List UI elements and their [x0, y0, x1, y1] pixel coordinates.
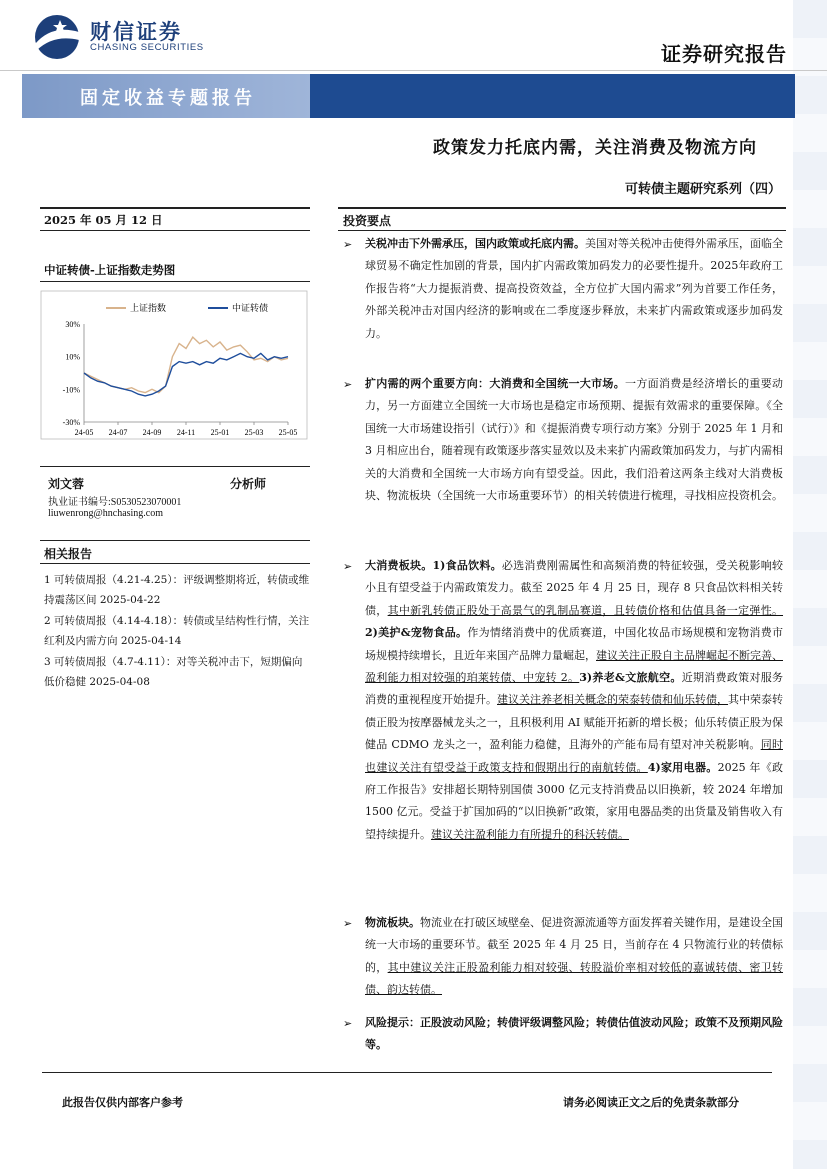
legend-label-1: 中证转债	[232, 304, 269, 314]
bullet-arrow-icon: ➢	[343, 238, 353, 251]
x-tick-label: 25-05	[278, 428, 298, 437]
p3-underline-b: 建议关注正股自主品牌崛起不断完善、盈利能力相对较强的珀莱转债、中宠转 2。	[365, 648, 783, 685]
report-title: 政策发力托底内需，关注消费及物流方向	[433, 138, 757, 158]
header-divider	[0, 70, 827, 71]
logo-text: 财信证券	[90, 20, 182, 44]
p2-body: 一方面消费是经济增长的重要动力，另一方面建立全国统一大市场也是稳定市场预期、提振有效需求的重要保障。《全国统一大市场建设指引（试行）》和《提振消费专项行动方案》分别于 2025 年 1 月和 3 月相应出台，随着现有政策逐步落实显效以及未来扩内需政策加码发力，与扩内需相关的大消费和全国统一大市场方向有望受益。因此，我们沿着这两条主线对大消费板块、物流板块（全国统一大市场重要环节）的相关转债进行梳理，寻找相应投资机会。	[365, 377, 784, 503]
p3-subheading-c: 3)养老&文旅航空。	[579, 671, 682, 685]
related-title-rule	[40, 563, 310, 564]
chart-bottom-rule	[40, 466, 310, 467]
p3-heading: 大消费板块。1)食品饮料。	[365, 559, 502, 572]
analyst-email[interactable]: liuwenrong@hnchasing.com	[48, 508, 164, 519]
bullet-arrow-icon: ➢	[343, 1017, 353, 1030]
y-tick-label: -30%	[62, 418, 80, 427]
right-title-rule	[338, 230, 786, 231]
p3-underline-c2: 同时也建议关注有望受益于政策支持和假期出行的南航转债。	[365, 738, 783, 774]
chart-title-rule	[40, 281, 310, 282]
y-tick-label: 30%	[65, 320, 80, 329]
p2-heading: 扩内需的两个重要方向：大消费和全国统一大市场。	[365, 377, 626, 390]
p4-underline: 其中建议关注正股盈利能力相对较强、转股溢价率相对较低的嘉诚转债、密卫转债、韵达转债。	[365, 960, 784, 997]
p3-text-c: 近期消费政策对服务消费的重视程度开始提升。	[365, 671, 784, 707]
footer-disclaimer: 请务必阅读正文之后的免责条款部分	[563, 1096, 739, 1109]
highlight-paragraph-2	[365, 373, 783, 507]
analyst-certificate: 执业证书编号:S0530523070001	[48, 497, 182, 508]
related-report-item[interactable]: 3 可转债周报（4.7-4.11）：对等关税冲击下，短期偏向低价稳健 2025-04-08	[44, 656, 303, 688]
highlight-paragraph-4	[365, 912, 783, 1002]
chart-title: 中证转债-上证指数走势图	[44, 263, 176, 277]
report-type: 证券研究报告	[661, 42, 787, 66]
x-tick-label: 24-09	[142, 428, 162, 437]
trend-chart	[40, 290, 308, 440]
risk-warning: 风险提示：正股波动风险；转债评级调整风险；转债估值波动风险；政策不及预期风险等。	[365, 1016, 783, 1052]
y-tick-label: -10%	[62, 385, 80, 395]
report-date: 2025 年 05 月 12 日	[44, 213, 163, 227]
p3-text-d: 2025 年《政府工作报告》安排超长期特别国债 3000 亿元支持消费品以旧换新，较 2024 年增加 1500 亿元。受益于扩国加码的“以旧换新”政策，家用电器品类的出货量及销售收入有望持续提升。	[365, 760, 784, 841]
related-reports-title: 相关报告	[44, 547, 93, 561]
p1-heading: 关税冲击下外需承压，国内政策或托底内需。	[365, 237, 585, 250]
bullet-arrow-icon: ➢	[343, 378, 353, 391]
highlight-paragraph-1	[365, 233, 783, 345]
p3-subheading-d: 4)家用电器。	[647, 760, 718, 774]
p3-subheading-b: 2)美护&宠物食品。	[365, 626, 468, 640]
related-report-item[interactable]: 2 可转债周报（4.14-4.18）：转债或呈结构性行情，关注红利及内需方向 2025-04-14	[44, 615, 310, 647]
related-top-rule	[40, 540, 310, 541]
x-tick-label: 25-03	[244, 428, 264, 437]
bullet-arrow-icon: ➢	[343, 917, 353, 930]
footer-note: 此报告仅供内部客户参考	[62, 1096, 183, 1109]
p3-underline-a: 其中新乳转债正股处于高景气的乳制品赛道，且转债价格和估值具备一定弹性。	[387, 603, 784, 617]
highlights-title: 投资要点	[343, 214, 392, 228]
p3-text-c2: 其中荣泰转债正股为按摩器械龙头之一，且积极利用 AI 赋能开拓新的增长极；仙乐转债正股为保健品 CDMO 龙头之一，盈利能力稳健，且海外的产能布局有望对冲关税影响。	[365, 693, 783, 752]
left-top-rule	[40, 207, 310, 209]
logo-subtitle: CHASING SECURITIES	[90, 42, 204, 53]
p4-heading: 物流板块。	[365, 916, 420, 929]
analyst-name: 刘文蓉	[48, 477, 85, 491]
side-decoration	[793, 0, 827, 1169]
footer-divider	[42, 1072, 772, 1073]
bullet-arrow-icon: ➢	[343, 560, 353, 573]
x-tick-label: 24-11	[176, 428, 196, 437]
category-label: 固定收益专题报告	[80, 88, 256, 109]
highlight-paragraph-3	[365, 555, 783, 846]
p1-body: 美国对等关税冲击使得外需承压，面临全球贸易不确定性加剧的背景，国内扩内需政策加码发力的必要性提升。2025年政府工作报告将“大力提振消费、提高投资效益，全方位扩大国内需求”列为首要工作任务，外部关税冲击对国内经济的影响或在二季度逐步释放，未来扩内需政策或逐步加码发力。	[365, 237, 783, 340]
x-tick-label: 24-05	[74, 428, 94, 437]
p3-underline-d: 建议关注盈利能力有所提升的科沃转债。	[431, 827, 629, 841]
p3-underline-c: 建议关注养老相关概念的荣泰转债和仙乐转债，	[497, 693, 728, 707]
legend-label-0: 上证指数	[130, 304, 167, 314]
left-date-rule	[40, 230, 310, 231]
x-tick-label: 25-01	[210, 428, 230, 437]
p3-text-b: 作为情绪消费中的优质赛道，中国化妆品市场规模和宠物消费市场规模持续增长，且近年来国产品牌力量崛起，	[365, 626, 783, 662]
analyst-role: 分析师	[230, 477, 267, 491]
company-logo-icon	[32, 14, 82, 60]
p4-body: 物流业在打破区域壁垒、促进资源流通等方面发挥着关键作用，是建设全国统一大市场的重要环节。截至 2025 年 4 月 25 日，当前存在 4 只物流行业的转债标的，	[365, 916, 783, 974]
report-subtitle: 可转债主题研究系列（四）	[624, 182, 781, 197]
p3-text-a: 必选消费刚需属性和高频消费的特征较强，受关税影响较小且有望受益于内需政策发力。截至 2025 年 4 月 25 日，现存 8 只食品饮料相关转债，	[365, 559, 783, 617]
related-report-item[interactable]: 1 可转债周报（4.21-4.25）：评级调整期将近，转债或维持震荡区间 2025-04-22	[44, 574, 310, 606]
y-tick-label: 10%	[65, 352, 80, 362]
x-tick-label: 24-07	[108, 428, 128, 437]
right-top-rule	[338, 207, 786, 209]
